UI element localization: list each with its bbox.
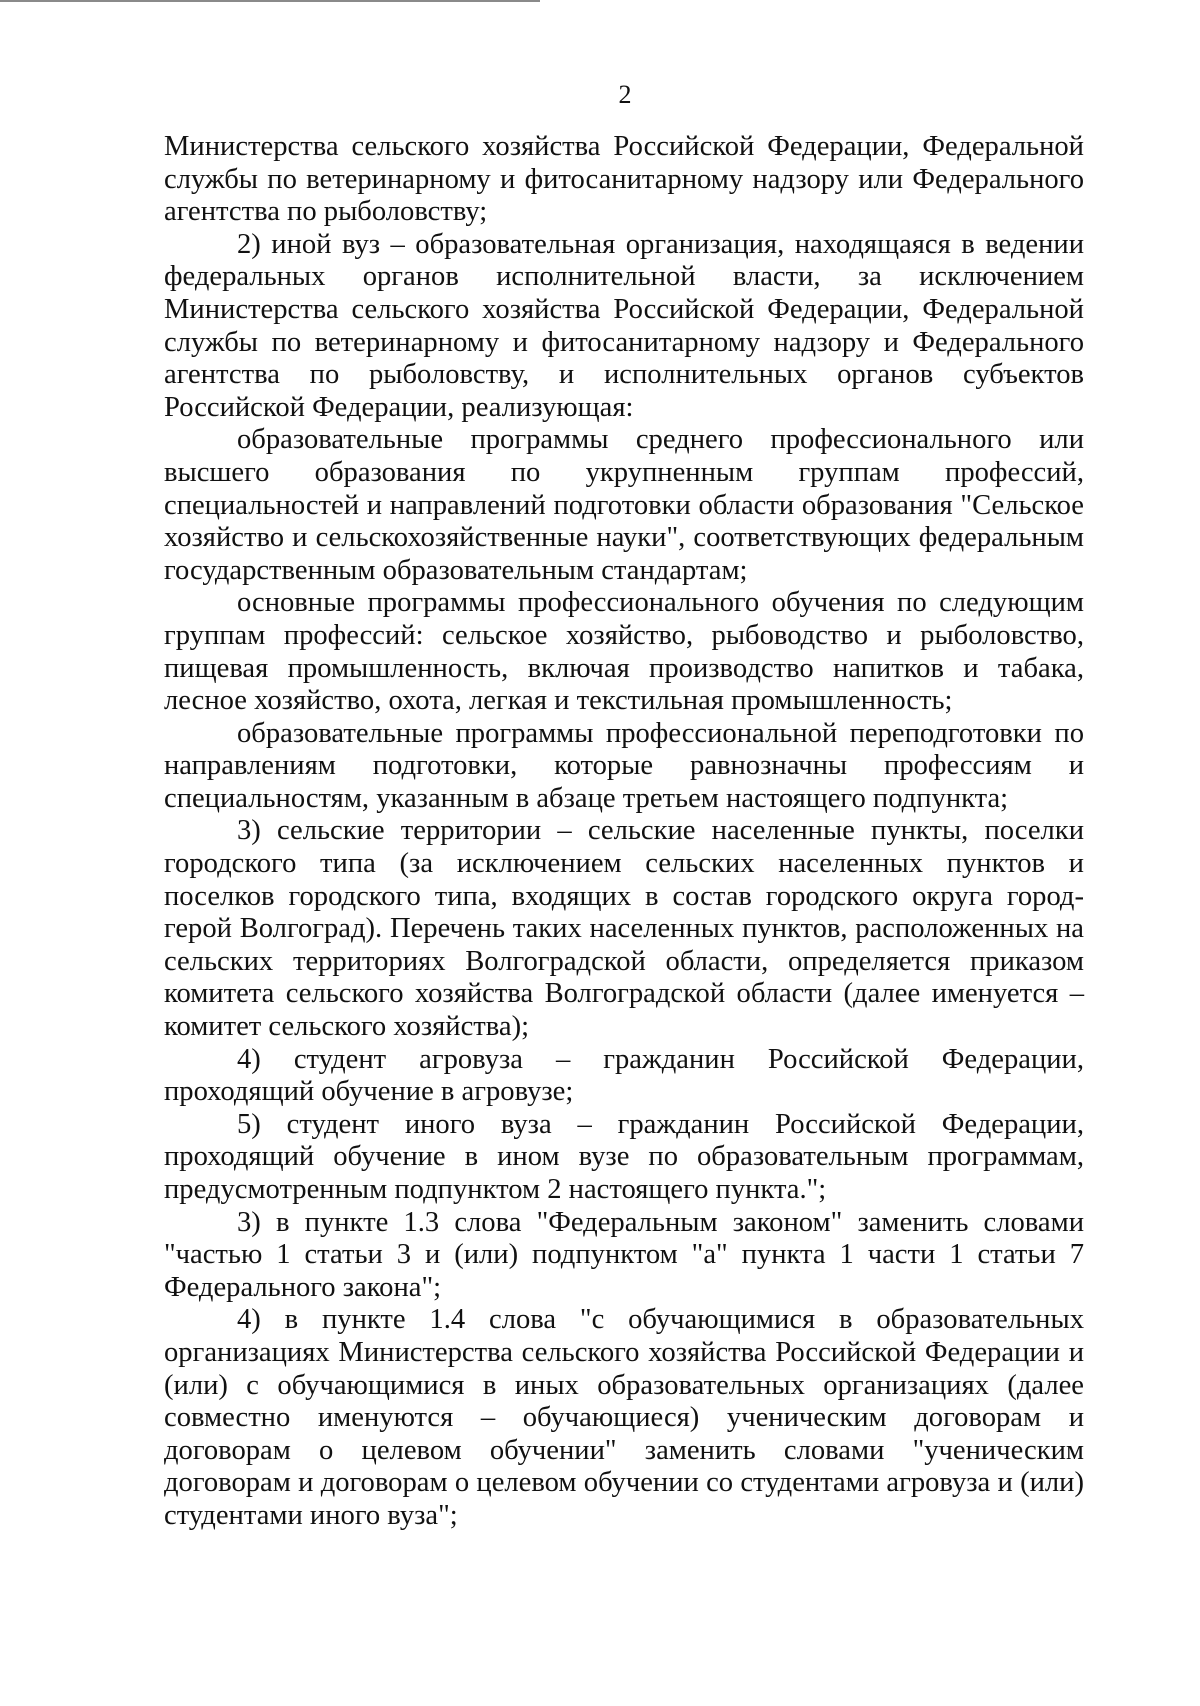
- paragraph: 5) студент иного вуза – гражданин Российской Федерации, проходящий обучение в ином вузе по образовательным программам, предусмотренным подпунктом 2 настоящего пункта.";: [164, 1108, 1084, 1205]
- paragraph: 3) сельские территории – сельские населенные пункты, поселки городского типа (за исключением сельских населенных пунктов и поселков городского типа, входящих в состав городского округа город-герой Волгоград). Перечень таких населенных пунктов, расположенных на сельских территориях Волгоградской области, определяется приказом комитета сельского хозяйства Волгоградской области (далее именуется – комитет сельского хозяйства);: [164, 815, 1084, 1043]
- paragraph: 3) в пункте 1.3 слова "Федеральным законом" заменить словами "частью 1 статьи 3 и (или) подпунктом "а" пункта 1 части 1 статьи 7 Федерального закона";: [164, 1206, 1084, 1303]
- paragraph: 2) иной вуз – образовательная организация, находящаяся в ведении федеральных органов исполнительной власти, за исключением Министерства сельского хозяйства Российской Федерации, Федеральной службы по ветеринарному и фитосанитарному надзору и Федерального агентства по рыболовству, и исполнительных органов субъектов Российской Федерации, реализующая:: [164, 228, 1084, 423]
- paragraph: 4) студент агровуза – гражданин Российской Федерации, проходящий обучение в агровузе;: [164, 1043, 1084, 1108]
- page-number: 2: [618, 80, 632, 109]
- paragraph: основные программы профессионального обучения по следующим группам профессий: сельское хозяйство, рыбоводство и рыболовство, пищевая промышленность, включая производство напитков и табака, лесное хозяйство, охота, легкая и текстильная промышленность;: [164, 587, 1084, 717]
- paragraph: 4) в пункте 1.4 слова "с обучающимися в образовательных организациях Министерства сельского хозяйства Российской Федерации и (или) с обучающимися в иных образовательных организациях (далее совместно именуются – обучающиеся) ученическим договорам и договорам о целевом обучении" заменить словами "ученическим договорам и договорам о целевом обучении со студентами агровуза и (или) студентами иного вуза";: [164, 1304, 1084, 1531]
- paragraph: Министерства сельского хозяйства Российской Федерации, Федеральной службы по ветеринарному и фитосанитарному надзору или Федерального агентства по рыболовству;: [164, 131, 1084, 228]
- paragraph: образовательные программы среднего профессионального или высшего образования по укрупненным группам профессий, специальностей и направлений подготовки области образования "Сельское хозяйство и сельскохозяйственные науки", соответствующих федеральным государственным образовательным стандартам;: [164, 424, 1084, 586]
- document-body: [164, 131, 1084, 1533]
- paragraph: образовательные программы профессиональной переподготовки по направлениям подготовки, которые равнозначны профессиям и специальностям, указанным в абзаце третьем настоящего подпункта;: [164, 717, 1084, 814]
- scan-edge-line: [0, 0, 540, 2]
